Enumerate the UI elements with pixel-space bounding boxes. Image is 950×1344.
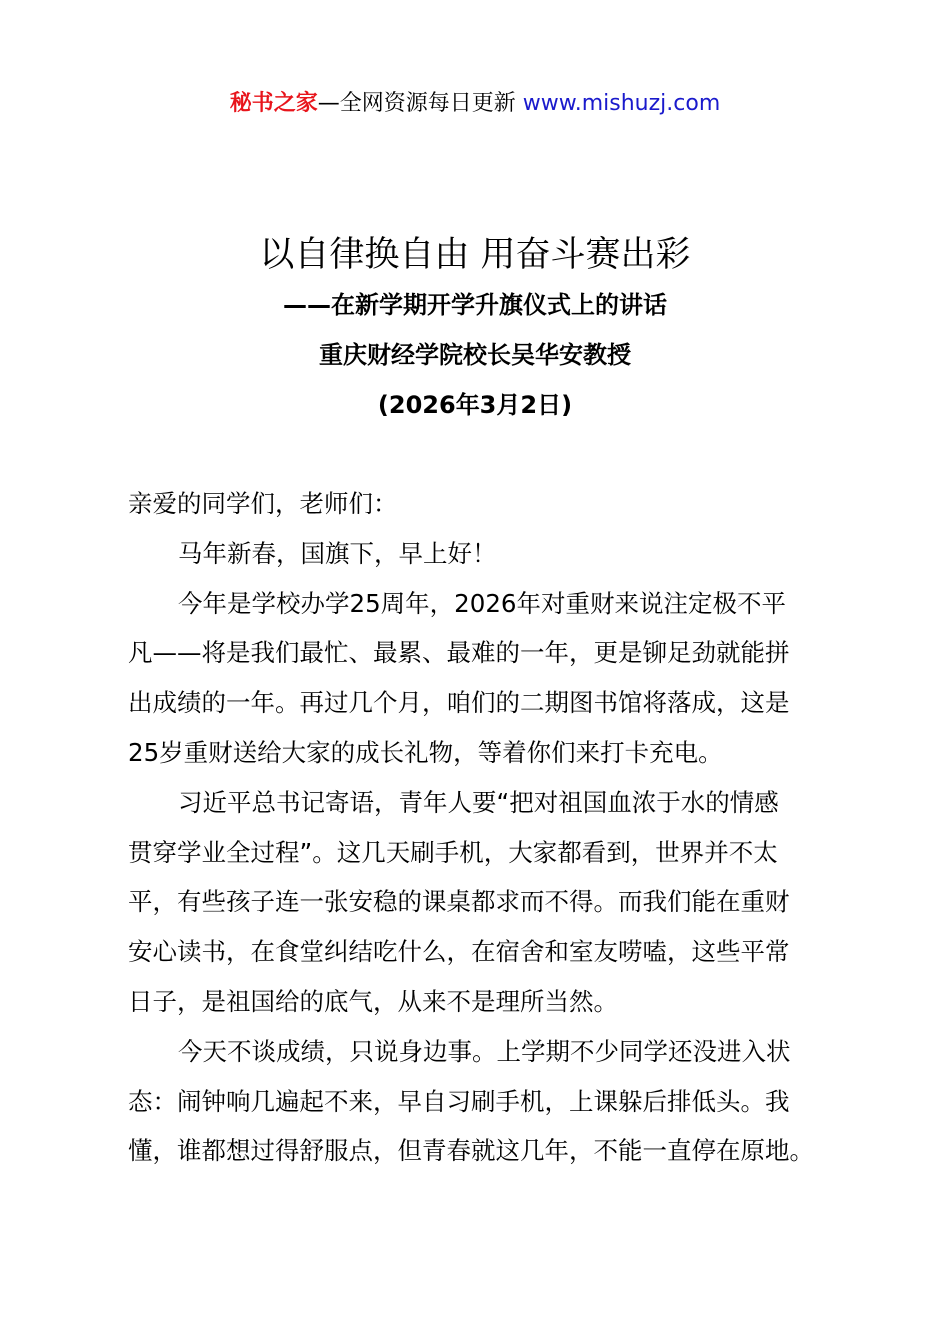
paragraph-line: 懂，谁都想过得舒服点，但青春就这几年，不能一直停在原地。 bbox=[128, 1136, 814, 1166]
paragraph-line: 平，有些孩子连一张安稳的课桌都求而不得。而我们能在重财 bbox=[128, 887, 790, 917]
paragraph-line: 习近平总书记寄语，青年人要“把对祖国血浓于水的情感 bbox=[178, 787, 779, 817]
speaker-line: 重庆财经学院校长吴华安教授 bbox=[319, 341, 631, 369]
paragraph-line: 今天不谈成绩，只说身边事。上学期不少同学还没进入状 bbox=[178, 1036, 791, 1066]
speech-date: (2026年3月2日) bbox=[377, 391, 573, 419]
header-url[interactable]: www.mishuzj.com bbox=[522, 91, 721, 116]
header-slogan: —全网资源每日更新 bbox=[317, 91, 523, 116]
brand-name: 秘书之家 bbox=[229, 91, 318, 116]
paragraph-line: 25岁重财送给大家的成长礼物，等着你们来打卡充电。 bbox=[128, 737, 723, 767]
paragraph-line: 态：闹钟响几遍起不来，早自习刷手机，上课躲后排低头。我 bbox=[128, 1086, 790, 1116]
paragraph-line: 出成绩的一年。再过几个月，咱们的二期图书馆将落成，这是 bbox=[128, 688, 790, 718]
document-subtitle: ——在新学期开学升旗仪式上的讲话 bbox=[283, 291, 667, 319]
paragraph-line: 今年是学校办学25周年，2026年对重财来说注定极不平 bbox=[178, 588, 787, 618]
salutation: 亲爱的同学们，老师们： bbox=[128, 489, 398, 518]
document-title: 以自律换自由 用奋斗赛出彩 bbox=[259, 235, 691, 275]
watermark-header bbox=[0, 88, 950, 120]
speech-body bbox=[128, 484, 868, 1181]
paragraph-line: 凡——将是我们最忙、最累、最难的一年，更是铆足劲就能拼 bbox=[128, 638, 790, 668]
paragraph-line: 日子，是祖国给的底气，从来不是理所当然。 bbox=[128, 986, 618, 1016]
paragraph-line: 安心读书，在食堂纠结吃什么，在宿舍和室友唠嗑，这些平常 bbox=[128, 937, 790, 967]
paragraph-line: 贯穿学业全过程”。这几天刷手机，大家都看到，世界并不太 bbox=[128, 837, 778, 867]
greeting: 马年新春，国旗下，早上好！ bbox=[178, 538, 497, 568]
